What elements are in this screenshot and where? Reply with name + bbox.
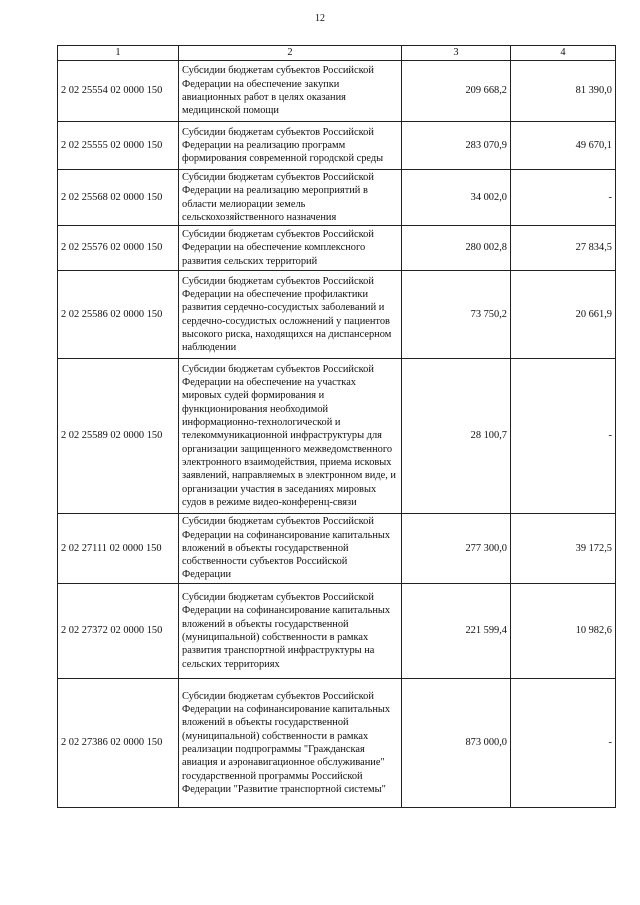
- row-value-col3: 283 070,9: [402, 122, 511, 170]
- row-value-col4: 39 172,5: [511, 514, 616, 584]
- row-code: 2 02 25576 02 0000 150: [58, 226, 179, 271]
- row-code: 2 02 25554 02 0000 150: [58, 61, 179, 122]
- row-value-col4: 27 834,5: [511, 226, 616, 271]
- row-code: 2 02 25589 02 0000 150: [58, 359, 179, 514]
- column-header-3: 3: [402, 46, 511, 61]
- table-row: [58, 679, 616, 808]
- row-description: Субсидии бюджетам субъектов Российской Федерации на обеспечение профилактики развития сердечно-сосудистых заболеваний и сердечно-сосудистых осложнений у пациентов высокого риска, находящихся на диспансерном наблюдении: [179, 271, 402, 359]
- row-value-col4: -: [511, 359, 616, 514]
- row-code: 2 02 25586 02 0000 150: [58, 271, 179, 359]
- table-row: [58, 170, 616, 226]
- row-code: 2 02 27111 02 0000 150: [58, 514, 179, 584]
- row-value-col3: 34 002,0: [402, 170, 511, 226]
- row-value-col3: 209 668,2: [402, 61, 511, 122]
- row-description: Субсидии бюджетам субъектов Российской Федерации на софинансирование капитальных вложений в объекты государственной (муниципальной) собственности в рамках реализации подпрограммы "Гражданская авиация и аэронавигационное обслуживание" государственной программы Российской Федерации "Развитие транспортной системы": [179, 679, 402, 808]
- table-header: [58, 46, 616, 61]
- row-code: 2 02 25555 02 0000 150: [58, 122, 179, 170]
- row-code: 2 02 27372 02 0000 150: [58, 584, 179, 679]
- row-value-col4: 10 982,6: [511, 584, 616, 679]
- row-description: Субсидии бюджетам субъектов Российской Федерации на реализацию мероприятий в области мелиорации земель сельскохозяйственного назначения: [179, 170, 402, 226]
- row-value-col4: 20 661,9: [511, 271, 616, 359]
- table-body: [58, 61, 616, 808]
- row-value-col3: 221 599,4: [402, 584, 511, 679]
- row-value-col3: 873 000,0: [402, 679, 511, 808]
- row-description: Субсидии бюджетам субъектов Российской Федерации на обеспечение закупки авиационных работ в целях оказания медицинской помощи: [179, 61, 402, 122]
- row-description: Субсидии бюджетам субъектов Российской Федерации на софинансирование капитальных вложений в объекты государственной собственности субъектов Российской Федерации: [179, 514, 402, 584]
- table-row: [58, 359, 616, 514]
- row-code: 2 02 27386 02 0000 150: [58, 679, 179, 808]
- row-code: 2 02 25568 02 0000 150: [58, 170, 179, 226]
- header-row: [58, 46, 616, 61]
- row-value-col3: 28 100,7: [402, 359, 511, 514]
- column-header-4: 4: [511, 46, 616, 61]
- row-description: Субсидии бюджетам субъектов Российской Федерации на обеспечение комплексного развития сельских территорий: [179, 226, 402, 271]
- row-description: Субсидии бюджетам субъектов Российской Федерации на реализацию программ формирования современной городской среды: [179, 122, 402, 170]
- row-value-col4: -: [511, 679, 616, 808]
- row-value-col3: 280 002,8: [402, 226, 511, 271]
- budget-table: [57, 45, 616, 808]
- row-description: Субсидии бюджетам субъектов Российской Федерации на обеспечение на участках мировых судей формирования и функционирования необходимой информационно-технологической и телекоммуникационной инфраструктуры для организации защищенного межведомственного электронного взаимодействия, приема исковых заявлений, направляемых в электронном виде, и организации участия в заседаниях мировых судов в режиме видео-конференц-связи: [179, 359, 402, 514]
- table-row: [58, 61, 616, 122]
- row-value-col3: 73 750,2: [402, 271, 511, 359]
- table-row: [58, 584, 616, 679]
- row-value-col4: 81 390,0: [511, 61, 616, 122]
- row-value-col4: 49 670,1: [511, 122, 616, 170]
- table-row: [58, 122, 616, 170]
- row-value-col4: -: [511, 170, 616, 226]
- table-row: [58, 226, 616, 271]
- page-number: 12: [315, 13, 325, 24]
- table-row: [58, 271, 616, 359]
- column-header-1: 1: [58, 46, 179, 61]
- row-description: Субсидии бюджетам субъектов Российской Федерации на софинансирование капитальных вложений в объекты государственной (муниципальной) собственности в рамках развития транспортной инфраструктуры на сельских территориях: [179, 584, 402, 679]
- row-value-col3: 277 300,0: [402, 514, 511, 584]
- column-header-2: 2: [179, 46, 402, 61]
- table-row: [58, 514, 616, 584]
